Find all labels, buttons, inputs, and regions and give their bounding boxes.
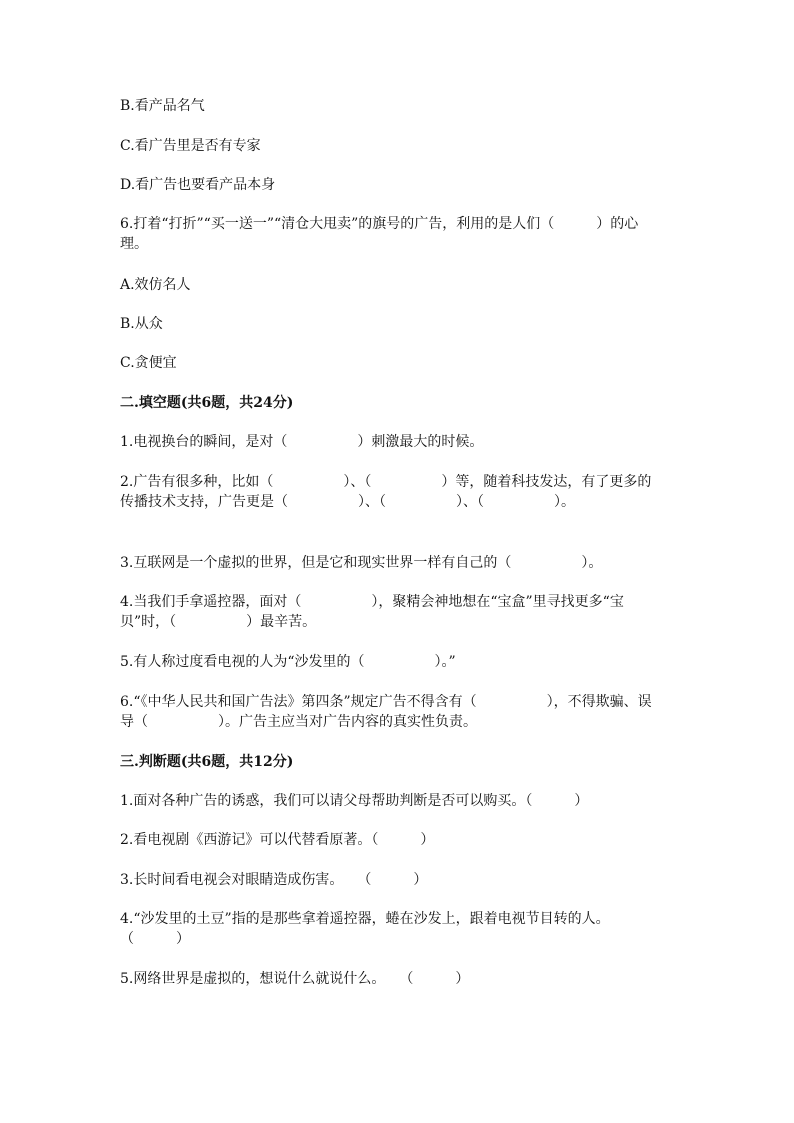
section-3-heading: 三.判断题(共6题，共12分) [120,754,294,770]
fill-question-5: 5.有人称过度看电视的人为“沙发里的（ ）。” [120,654,456,670]
judge-question-1: 1.面对各种广告的诱惑，我们可以请父母帮助判断是否可以购买。（ ） [120,793,589,809]
judge-question-5: 5.网络世界是虚拟的，想说什么就说什么。 （ ） [120,971,470,987]
option-d-product-itself: D.看广告也要看产品本身 [120,177,276,193]
fill-question-6: 6.“《中华人民共和国广告法》第四条”规定广告不得含有（ ），不得欺骗、误导（ ）。广告主应当对广告内容的真实性负责。 [120,694,652,730]
judge-question-4: 4.“沙发里的土豆”指的是那些拿着遥控器，蜷在沙发上，跟着电视节目转的人。（ ） [120,911,610,947]
judge-question-3: 3.长时间看电视会对眼睛造成伤害。 （ ） [120,872,428,888]
option-c-expert-in-ad: C.看广告里是否有专家 [120,138,261,154]
q6-option-b: B.从众 [120,316,163,332]
fill-question-4: 4.当我们手拿遥控器，面对（ ），聚精会神地想在“宝盒”里寻找更多“宝贝”时，（ ）最辛苦。 [120,594,624,630]
question-6-text: 6.打着“打折”“买一送一”“清仓大甩卖”的旗号的广告，利用的是人们（ ）的心理。 [120,216,639,252]
q6-option-c: C.贪便宜 [120,355,177,371]
judge-question-2: 2.看电视剧《西游记》可以代替看原著。（ ） [120,832,435,848]
fill-question-1: 1.电视换台的瞬间，是对（ ）刺激最大的时候。 [120,434,484,450]
fill-question-3: 3.互联网是一个虚拟的世界，但是它和现实世界一样有自己的（ ）。 [120,555,603,571]
fill-question-2: 2.广告有很多种，比如（ ）、（ ）等，随着科技发达，有了更多的传播技术支持，广告更是（ ）、（ ）、（ ）。 [120,474,652,510]
q6-option-a: A.效仿名人 [120,277,191,293]
option-b-product-fame: B.看产品名气 [120,98,205,114]
section-2-heading: 二.填空题(共6题，共24分) [120,395,294,411]
